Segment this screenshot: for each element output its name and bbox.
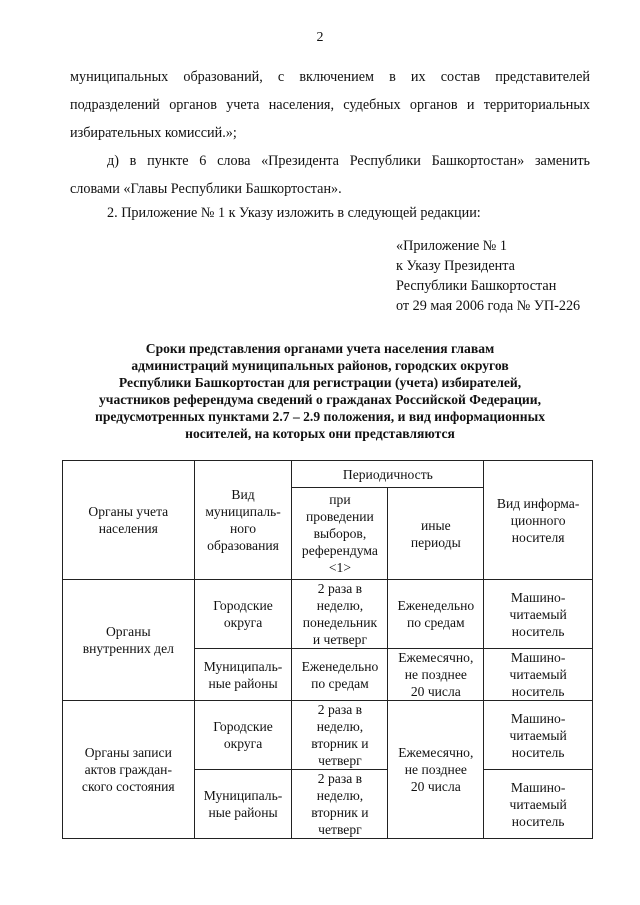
appendix-line-2: к Указу Президента [396,258,515,274]
cell-other-periods: Еженедельно по средам [388,580,484,649]
cell-municipality: Муниципаль- ные районы [194,649,292,701]
appendix-reference [396,236,580,316]
header-periodicity: Периодичность [292,461,484,488]
cell-organ-civil-registry: Органы записи актов граждан- ского состояния [63,701,195,839]
appendix-line-4: от 29 мая 2006 года № УП-226 [396,298,581,314]
table-header-row [63,461,593,488]
cell-elections-period: 2 раза в неделю, вторник и четверг [292,701,388,770]
cell-municipality: Городские округа [194,701,292,770]
schedule-table [62,460,593,839]
cell-organ-internal-affairs: Органы внутренних дел [63,580,195,701]
paragraph-2-line-2: словами «Главы Республики Башкортостан». [70,181,342,197]
paragraph-3: 2. Приложение № 1 к Указу изложить в следующей редакции: [107,205,481,221]
title-line-4: участников референдума сведений о гражданах Российской Федерации, [99,392,541,407]
table-row [63,580,593,649]
cell-carrier: Машино- читаемый носитель [484,770,593,839]
cell-carrier: Машино- читаемый носитель [484,649,593,701]
cell-elections-period: Еженедельно по средам [292,649,388,701]
appendix-line-3: Республики Башкортостан [396,278,557,294]
cell-carrier: Машино- читаемый носитель [484,701,593,770]
paragraph-1-line-1: муниципальных образований, с включением в их состав представителей [70,69,590,85]
header-organs: Органы учета населения [63,461,195,580]
appendix-line-1: «Приложение № 1 [396,238,507,254]
page-number: 2 [316,30,324,45]
cell-municipality: Городские округа [194,580,292,649]
cell-municipality: Муниципаль- ные районы [194,770,292,839]
document-title [60,340,580,442]
cell-elections-period: 2 раза в неделю, понедельник и четверг [292,580,388,649]
cell-elections-period: 2 раза в неделю, вторник и четверг [292,770,388,839]
paragraph-1-line-2: подразделений органов учета населения, судебных органов и территориальных [70,97,590,113]
header-other-periods: иные периоды [388,488,484,580]
header-carrier-type: Вид информа- ционного носителя [484,461,593,580]
title-line-1: Сроки представления органами учета населения главам [145,341,495,356]
title-line-6: носителей, на которых они представляются [185,426,455,441]
title-line-3: Республики Башкортостан для регистрации (учета) избирателей, [118,375,522,390]
table-row [63,701,593,770]
cell-carrier: Машино- читаемый носитель [484,580,593,649]
paragraph-1-line-3: избирательных комиссий.»; [70,125,237,141]
cell-other-periods: Ежемесячно, не позднее 20 числа [388,649,484,701]
paragraph-2-line-1: д) в пункте 6 слова «Президента Республики Башкортостан» заменить [107,153,590,169]
title-line-5: предусмотренных пунктами 2.7 – 2.9 положения, и вид информационных [94,409,545,424]
title-line-2: администраций муниципальных районов, городских округов [131,358,509,373]
header-municipality-type: Вид муниципаль- ного образования [194,461,292,580]
header-elections-period: при проведении выборов, референдума <1> [292,488,388,580]
cell-other-periods-merged: Ежемесячно, не позднее 20 числа [388,701,484,839]
